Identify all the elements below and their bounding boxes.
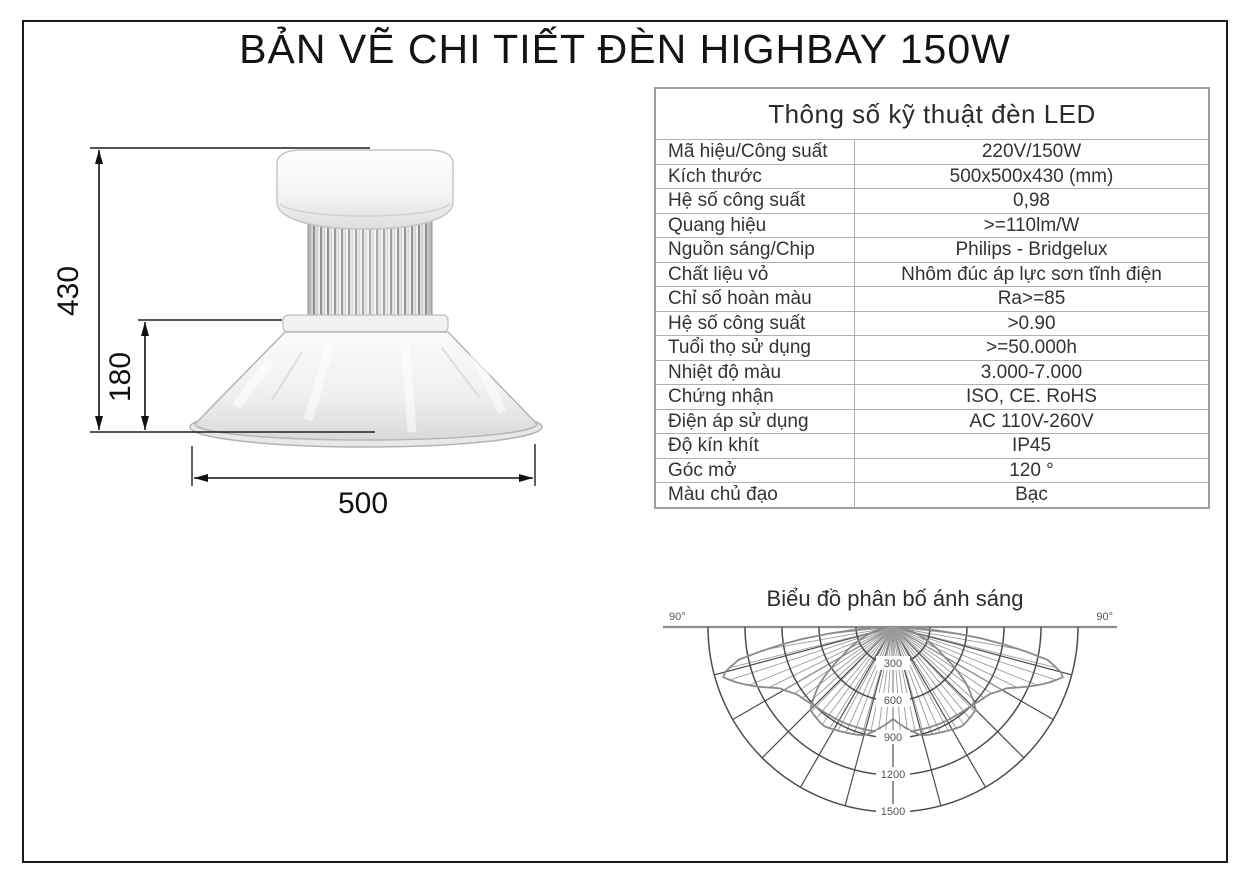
spec-row bbox=[656, 384, 1208, 409]
angle-label-left: 90° bbox=[669, 611, 686, 623]
dimension-value-width: 500 bbox=[337, 487, 389, 520]
spec-row-label: Kích thước bbox=[656, 165, 855, 189]
spec-row-value: ISO, CE. RoHS bbox=[966, 386, 1097, 407]
spec-row-value: Bạc bbox=[1015, 484, 1048, 505]
spec-row-label: Hệ số công suất bbox=[656, 189, 855, 213]
spec-table-title: Thông số kỹ thuật đèn LED bbox=[768, 99, 1096, 129]
spec-row bbox=[656, 433, 1208, 458]
spec-row-label: Chỉ số hoàn màu bbox=[656, 287, 855, 311]
technical-drawing bbox=[40, 130, 580, 530]
spec-row-value: Philips - Bridgelux bbox=[955, 239, 1108, 260]
spec-row bbox=[656, 262, 1208, 287]
spec-row bbox=[656, 311, 1208, 336]
angle-label-right: 90° bbox=[1096, 611, 1113, 623]
spec-row-value: >=50.000h bbox=[986, 337, 1077, 358]
spec-row-label: Điện áp sử dụng bbox=[656, 410, 855, 434]
spec-row bbox=[656, 286, 1208, 311]
spec-row bbox=[656, 164, 1208, 189]
spec-row-label: Chứng nhận bbox=[656, 385, 855, 409]
page-title: BẢN VẼ CHI TIẾT ĐÈN HIGHBAY 150W bbox=[239, 26, 1011, 72]
spec-row-label: Quang hiệu bbox=[656, 214, 855, 238]
spec-row-label: Nguồn sáng/Chip bbox=[656, 238, 855, 262]
spec-row-label: Tuổi thọ sử dụng bbox=[656, 336, 855, 360]
spec-row-value: AC 110V-260V bbox=[969, 410, 1094, 432]
spec-row bbox=[656, 213, 1208, 238]
spec-row-label: Mã hiệu/Công suất bbox=[656, 140, 855, 164]
spec-row-value: 500x500x430 (mm) bbox=[949, 165, 1114, 187]
spec-row-value: 120 ° bbox=[1009, 459, 1054, 481]
light-distribution-chart bbox=[655, 605, 1135, 860]
radial-tick-label: 300 bbox=[883, 658, 903, 670]
spec-row-value: >=110lm/W bbox=[983, 214, 1080, 236]
spec-row bbox=[656, 237, 1208, 262]
lamp-reflector bbox=[190, 315, 542, 447]
distribution-chart-title: Biểu đồ phân bố ánh sáng bbox=[766, 586, 1024, 611]
spec-row-label: Hệ số công suất bbox=[656, 312, 855, 336]
spec-row-label: Độ kín khít bbox=[656, 434, 855, 458]
lamp-cap bbox=[277, 150, 453, 229]
spec-row-value: 220V/150W bbox=[981, 141, 1082, 162]
spec-row-value: Ra>=85 bbox=[997, 288, 1066, 309]
spec-row-value: 0,98 bbox=[1013, 190, 1050, 211]
dimension-value-shade-height: 180 bbox=[104, 351, 137, 403]
radial-tick-label: 900 bbox=[883, 732, 903, 744]
spec-row-label: Màu chủ đạo bbox=[656, 483, 855, 507]
spec-table bbox=[654, 87, 1210, 509]
radial-tick-label: 1200 bbox=[880, 769, 906, 781]
spec-row bbox=[656, 335, 1208, 360]
spec-row-label: Chất liệu vỏ bbox=[656, 263, 855, 287]
dimension-value-total-height: 430 bbox=[52, 265, 85, 317]
spec-row-value: Nhôm đúc áp lực sơn tĩnh điện bbox=[901, 263, 1162, 285]
spec-row-value: IP45 bbox=[1011, 435, 1052, 456]
spec-row-value: 3.000-7.000 bbox=[980, 361, 1083, 383]
spec-row bbox=[656, 360, 1208, 385]
spec-row bbox=[656, 409, 1208, 434]
spec-row bbox=[656, 139, 1208, 164]
spec-row bbox=[656, 188, 1208, 213]
spec-row bbox=[656, 458, 1208, 483]
spec-row bbox=[656, 482, 1208, 507]
spec-row-label: Nhiệt độ màu bbox=[656, 361, 855, 385]
spec-row-value: >0.90 bbox=[1007, 312, 1056, 334]
radial-tick-label: 600 bbox=[883, 695, 903, 707]
spec-table-rows bbox=[656, 139, 1208, 507]
spec-row-label: Góc mở bbox=[656, 459, 855, 483]
radial-tick-label: 1500 bbox=[880, 806, 906, 818]
